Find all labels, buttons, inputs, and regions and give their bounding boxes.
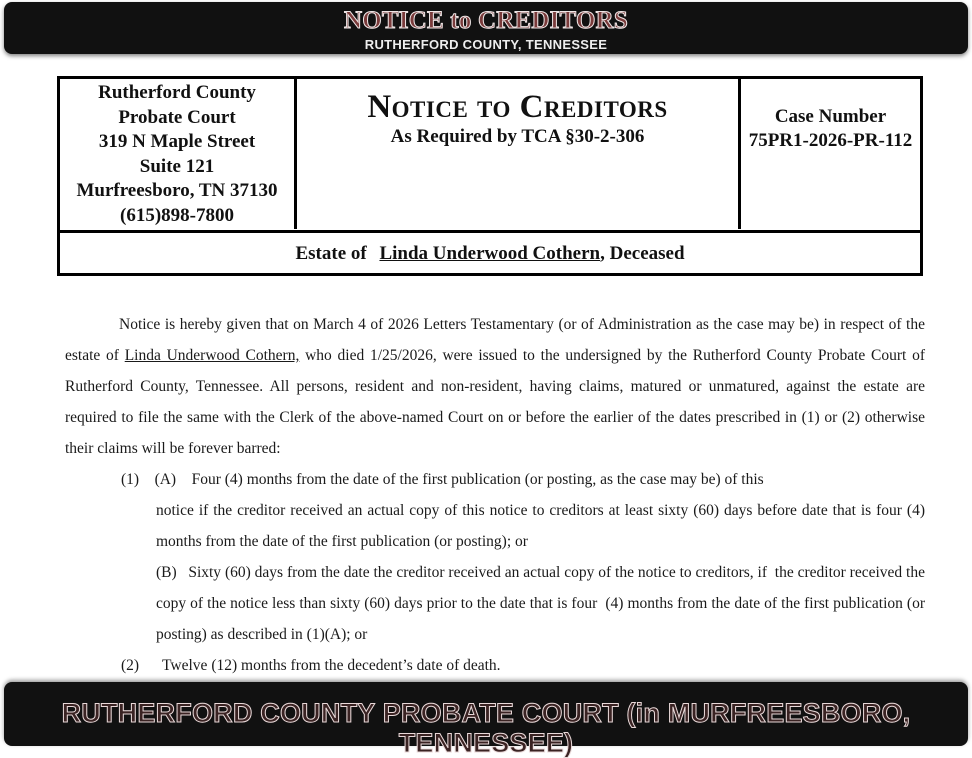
court-suite: Suite 121 (139, 155, 215, 177)
notice-title-cell (297, 79, 738, 229)
footer-caption: RUTHERFORD COUNTY PROBATE COURT (in MURFREESBORO, TENNESSEE) (61, 698, 911, 758)
intro-text-a: Notice is hereby given that on March 4 of 2026 Letters Testamentary (or of Administration as the case may be) in respect of the estate of (65, 316, 925, 364)
banner-title: NOTICE to CREDITORS (344, 7, 628, 34)
header-table (57, 76, 923, 276)
notice-document (28, 62, 944, 682)
decedent-name: Linda Underwood Cothern (379, 243, 601, 264)
court-address-cell (60, 79, 297, 229)
court-street: 319 N Maple Street (98, 131, 256, 152)
notice-title: Notice to Creditors (367, 89, 668, 125)
estate-row (60, 230, 920, 273)
case-number-cell (738, 79, 920, 229)
item-1a-first-line: (1) (A) Four (4) months from the date of the first publication (or posting, as the case may be) of this (121, 471, 764, 488)
court-phone: (615)898-7800 (120, 204, 234, 226)
notice-body (65, 309, 929, 681)
intro-decedent-name: Linda Underwood Cothern, (124, 347, 300, 364)
case-number-value: 75PR1-2026-PR-112 (748, 130, 913, 151)
case-number-label: Case Number (774, 106, 887, 127)
item-2: (2) Twelve (12) months from the decedent’s date of death. (121, 657, 501, 674)
bottom-banner (4, 682, 968, 758)
notice-subtitle: As Required by TCA §30-2-306 (390, 126, 645, 147)
intro-paragraph (65, 309, 925, 464)
court-city: Murfreesboro, TN 37130 (76, 180, 278, 201)
court-name: Rutherford County (98, 82, 256, 103)
estate-suffix: , Deceased (600, 243, 685, 264)
estate-prefix: Estate of (295, 243, 367, 264)
item-1a-continuation: notice if the creditor received an actual copy of this notice to creditors at least sixty (60) days before date that is four (4) months from the date of the first publication (or posting); or (156, 502, 925, 550)
top-banner (4, 2, 968, 54)
court-type: Probate Court (118, 106, 236, 128)
item-1b: (B) Sixty (60) days from the date the creditor received an actual copy of the notice to creditors, if the creditor received the copy of the notice less than sixty (60) days prior to the date that is four (4) months from the date of the first publication (or posting) as described in (1)(A); or (156, 564, 929, 643)
intro-text-b: who died 1/25/2026, were issued to the undersigned by the Rutherford County Probate Court of Rutherford County, Tennessee. All persons, resident and non-resident, having claims, matured or unmatured, against the estate are required to file the same with the Clerk of the above-named Court on or before the earlier of the dates prescribed in (1) or (2) otherwise their claims will be forever barred: (65, 347, 925, 457)
banner-subtitle: RUTHERFORD COUNTY, TENNESSEE (364, 37, 608, 52)
